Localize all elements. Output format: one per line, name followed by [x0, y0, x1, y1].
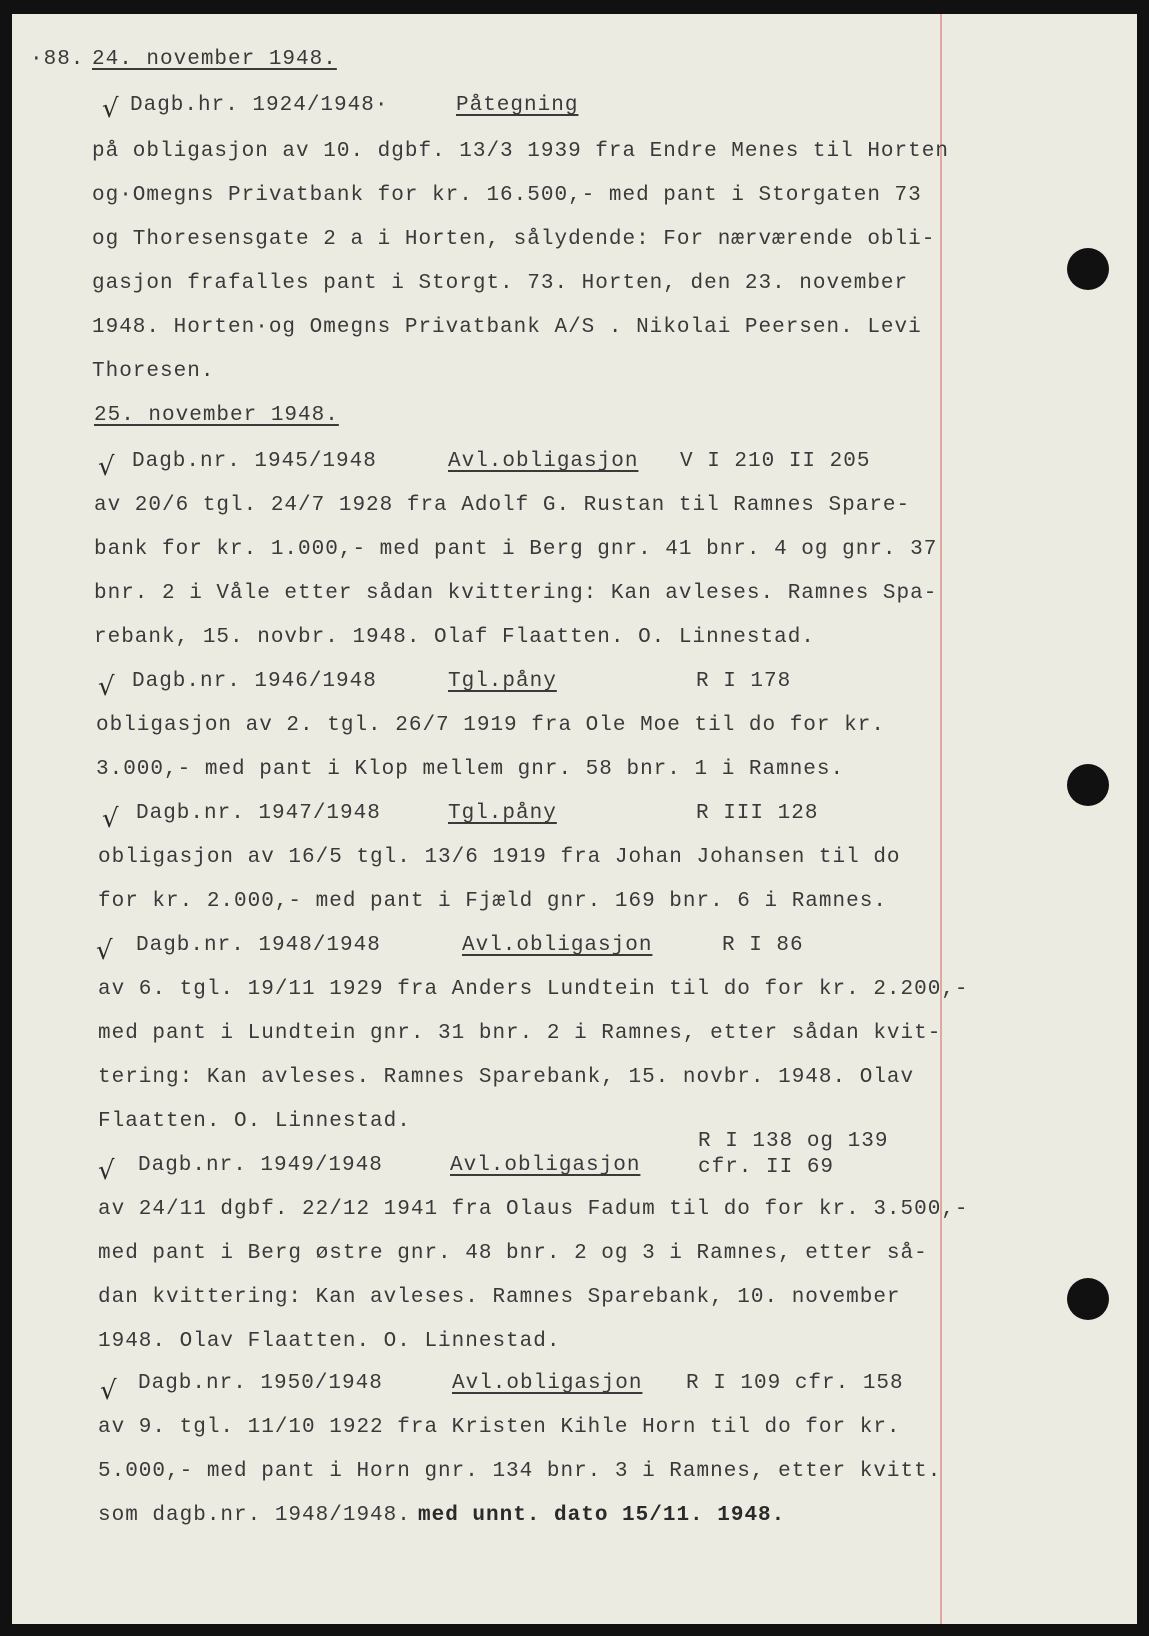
entry-1924-line: og·Omegns Privatbank for kr. 16.500,- med pant i Storgaten 73 — [92, 184, 922, 207]
entry-1950-line: 5.000,- med pant i Horn gnr. 134 bnr. 3 i Ramnes, etter kvitt. — [98, 1460, 942, 1483]
entry-1946-type: Tgl.påny — [448, 670, 557, 693]
red-margin-line — [940, 14, 942, 1624]
punch-hole-middle — [1067, 764, 1109, 806]
entry-1949-line: dan kvittering: Kan avleses. Ramnes Sparebank, 10. november — [98, 1286, 901, 1309]
entry-1945-type: Avl.obligasjon — [448, 450, 639, 473]
page-number: ·88. — [30, 48, 85, 71]
check-mark: √ — [98, 452, 115, 482]
check-mark: √ — [102, 94, 119, 124]
entry-1945-line: bank for kr. 1.000,- med pant i Berg gnr. 41 bnr. 4 og gnr. 37 — [94, 538, 938, 561]
check-mark: √ — [96, 936, 113, 966]
entry-1948-line: Flaatten. O. Linnestad. — [98, 1110, 411, 1133]
entry-1924-line: gasjon frafalles pant i Storgt. 73. Horten, den 23. november — [92, 272, 909, 295]
entry-1924-head: Dagb.hr. 1924/1948· — [130, 94, 389, 117]
check-mark: √ — [100, 1376, 117, 1406]
entry-1948-head: Dagb.nr. 1948/1948 — [136, 934, 381, 957]
section-date: 25. november 1948. — [94, 404, 339, 427]
entry-1947-ref: R III 128 — [696, 802, 819, 825]
entry-1950-head: Dagb.nr. 1950/1948 — [138, 1372, 383, 1395]
entry-1924-line: 1948. Horten·og Omegns Privatbank A/S . Nikolai Peersen. Levi — [92, 316, 922, 339]
punch-hole-top — [1067, 248, 1109, 290]
entry-1949-ref: R I 138 og 139 — [698, 1130, 889, 1153]
punch-hole-bottom — [1067, 1278, 1109, 1320]
entry-1946-head: Dagb.nr. 1946/1948 — [132, 670, 377, 693]
entry-1945-line: rebank, 15. novbr. 1948. Olaf Flaatten. O. Linnestad. — [94, 626, 815, 649]
entry-1947-head: Dagb.nr. 1947/1948 — [136, 802, 381, 825]
entry-1947-type: Tgl.påny — [448, 802, 557, 825]
entry-1948-line: av 6. tgl. 19/11 1929 fra Anders Lundtein til do for kr. 2.200,- — [98, 978, 969, 1001]
entry-1949-line: av 24/11 dgbf. 22/12 1941 fra Olaus Fadum til do for kr. 3.500,- — [98, 1198, 969, 1221]
entry-1946-ref: R I 178 — [696, 670, 792, 693]
entry-1947-line: for kr. 2.000,- med pant i Fjæld gnr. 169 bnr. 6 i Ramnes. — [98, 890, 887, 913]
entry-1950-note: med unnt. dato 15/11. 1948. — [418, 1504, 786, 1527]
entry-1924-type: Påtegning — [456, 94, 579, 117]
entry-1949-line: 1948. Olav Flaatten. O. Linnestad. — [98, 1330, 561, 1353]
check-mark: √ — [98, 1156, 115, 1186]
entry-1948-line: med pant i Lundtein gnr. 31 bnr. 2 i Ramnes, etter sådan kvit- — [98, 1022, 942, 1045]
entry-1924-line: på obligasjon av 10. dgbf. 13/3 1939 fra Endre Menes til Horten — [92, 140, 949, 163]
entry-1950-line: av 9. tgl. 11/10 1922 fra Kristen Kihle Horn til do for kr. — [98, 1416, 901, 1439]
entry-1948-ref: R I 86 — [722, 934, 804, 957]
entry-1945-head: Dagb.nr. 1945/1948 — [132, 450, 377, 473]
entry-1949-type: Avl.obligasjon — [450, 1154, 641, 1177]
entry-1949-line: med pant i Berg østre gnr. 48 bnr. 2 og 3 i Ramnes, etter så- — [98, 1242, 928, 1265]
check-mark: √ — [102, 804, 119, 834]
entry-1950-line: som dagb.nr. 1948/1948. — [98, 1504, 411, 1527]
entry-1948-line: tering: Kan avleses. Ramnes Sparebank, 15. novbr. 1948. Olav — [98, 1066, 915, 1089]
register-page — [12, 14, 1137, 1624]
entry-1950-ref: R I 109 cfr. 158 — [686, 1372, 904, 1395]
entry-1924-line: og Thoresensgate 2 a i Horten, sålydende: For nærværende obli- — [92, 228, 936, 251]
check-mark: √ — [98, 672, 115, 702]
entry-1945-ref: V I 210 II 205 — [680, 450, 871, 473]
entry-1945-line: av 20/6 tgl. 24/7 1928 fra Adolf G. Rustan til Ramnes Spare- — [94, 494, 911, 517]
entry-1946-line: 3.000,- med pant i Klop mellem gnr. 58 bnr. 1 i Ramnes. — [96, 758, 845, 781]
entry-1950-type: Avl.obligasjon — [452, 1372, 643, 1395]
entry-1946-line: obligasjon av 2. tgl. 26/7 1919 fra Ole Moe til do for kr. — [96, 714, 885, 737]
entry-1949-head: Dagb.nr. 1949/1948 — [138, 1154, 383, 1177]
entry-1945-line: bnr. 2 i Våle etter sådan kvittering: Kan avleses. Ramnes Spa- — [94, 582, 938, 605]
entry-1948-type: Avl.obligasjon — [462, 934, 653, 957]
page-date: 24. november 1948. — [92, 48, 337, 71]
entry-1947-line: obligasjon av 16/5 tgl. 13/6 1919 fra Johan Johansen til do — [98, 846, 901, 869]
entry-1924-line: Thoresen. — [92, 360, 215, 383]
entry-1949-ref: cfr. II 69 — [698, 1156, 835, 1179]
